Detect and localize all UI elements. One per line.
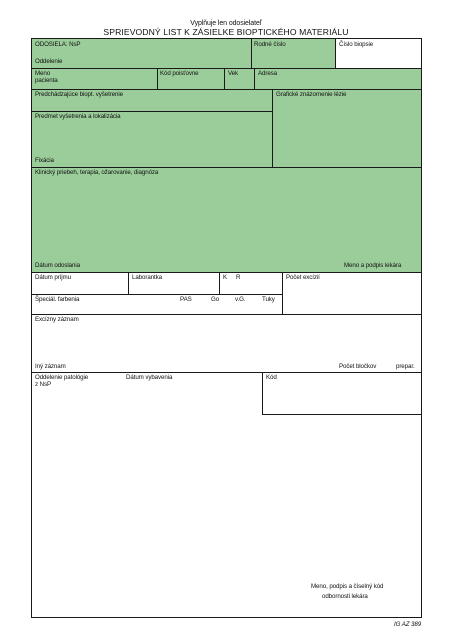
k-label: K <box>223 274 228 281</box>
biopsy-number-label: Číslo biopsie <box>339 41 374 48</box>
receipt-date-label: Dátum príjmu <box>35 274 71 281</box>
completion-date-label: Dátum vybavenia <box>126 374 173 381</box>
clinical-course-label: Klinický priebeh, terapia, ožarovanie, diagnóza <box>35 169 159 176</box>
other-record-label: Iný záznam <box>35 363 66 370</box>
sender-odosiela-label: ODOSIELA: NsP <box>35 41 81 48</box>
special-stains-label: Špeciál. farbenia <box>35 296 80 303</box>
fat-stain-label: Tuky <box>262 296 275 303</box>
lesion-graphic-label: Grafické znázornenie lézie <box>276 91 347 98</box>
form-title: SPRIEVODNÝ LIST K ZÁSIELKE BIOPTICKÉHO MATERIÁLU <box>103 27 349 37</box>
go-stain-label: Go <box>211 296 220 303</box>
previous-biopsy-label: Predchádzajúce biopt. vyšetrenie <box>35 91 123 98</box>
signature-label-2: odbornosti lekára <box>322 593 368 600</box>
excision-count-label: Počet excízií <box>286 274 320 281</box>
birth-number-label: Rodné číslo <box>254 41 286 48</box>
form-code: IG AZ 389 <box>394 621 422 628</box>
form-instruction: Vyplňuje len odosielateľ <box>190 20 262 27</box>
pathology-dept-label: Oddelenie patológie <box>35 374 89 381</box>
r-label: R <box>236 274 241 281</box>
age-label: Vek <box>228 70 239 77</box>
sender-oddelenie-label: Oddelenie <box>35 58 63 65</box>
insurance-code-label: Kód poisťovne <box>160 70 199 77</box>
sender-section <box>32 39 421 272</box>
vg-stain-label: v.G. <box>235 296 246 303</box>
code-label: Kód <box>266 374 277 381</box>
fixation-label: Fixácia <box>35 157 54 164</box>
exam-subject-label: Predmet vyšetrenia a lokalizácia <box>35 113 121 120</box>
physician-signature-label: Meno a podpis lekára <box>344 262 402 269</box>
address-label: Adresa <box>258 70 278 77</box>
preparations-label: prepar. <box>396 363 415 370</box>
signature-label: Meno, podpis a číselný kód <box>311 583 384 590</box>
pas-stain-label: PAS <box>180 296 192 303</box>
block-count-label: Počet bločkov <box>339 363 377 370</box>
excision-record-label: Excízny záznam <box>35 316 79 323</box>
send-date-label: Dátum odoslania <box>35 262 80 269</box>
patient-name-label: Meno <box>35 70 51 77</box>
patient-name-label-2: pacienta <box>35 77 58 84</box>
pathology-dept-label-2: z NsP <box>35 381 52 388</box>
lab-technician-label: Laborantka <box>132 274 162 281</box>
